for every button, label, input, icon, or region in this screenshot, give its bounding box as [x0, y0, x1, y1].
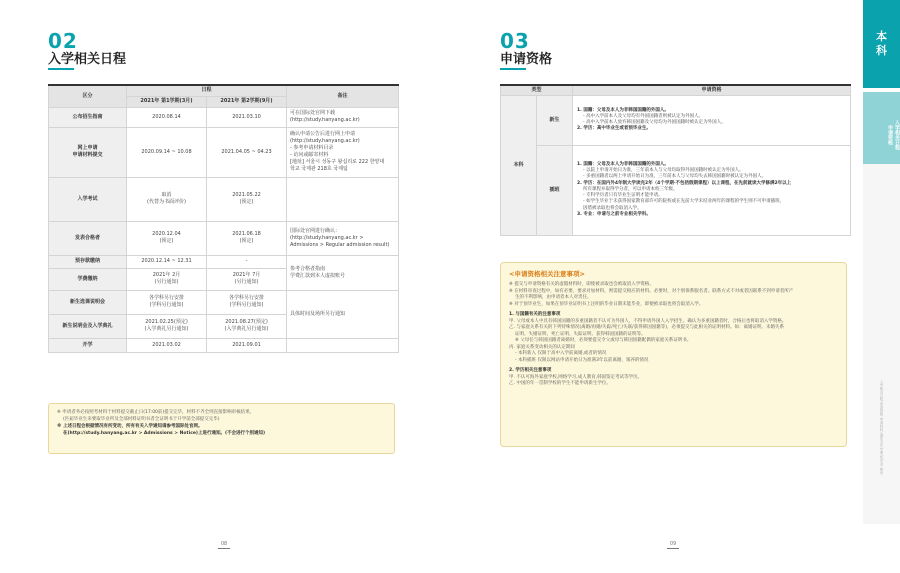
qual-line: 1. 国籍：父母及本人为非韩国国籍的外国人。	[577, 107, 669, 113]
notice-line: ※ 上述日程会根据情况有所变动，所有有关入学通知请参考国际处官网。	[57, 424, 203, 429]
notice-line: - 本科新入 仅限于高中入学前离婚,或者的情况	[515, 351, 607, 356]
row-category: 开学	[49, 338, 127, 352]
row-term1: 2021年 2月 (另行通知)	[127, 268, 207, 290]
row-category: 新生说明会及入学典礼	[49, 314, 127, 338]
notice-line: 生的不利影响，由申请者本人对责任。	[515, 295, 592, 300]
eligibility-table	[500, 84, 851, 236]
qual-line: 所有课程并取得学分者，可以申请本校三年级。	[583, 186, 678, 192]
row-category: 公布招生指南	[49, 107, 127, 127]
header-note: 备注	[287, 85, 399, 107]
qual-line: 1. 国籍：父母及本人为非韩国国籍的外国人。	[577, 162, 669, 168]
section-title: 申请资格	[500, 52, 553, 67]
row-note: 具体时间及场所另行通知	[287, 290, 399, 338]
qual-line: 2. 学历：在国内外4年制大学读完2年（4个学期·不包括假期课程）以上课程，在先前就读大学修满2年以上	[577, 180, 792, 186]
page-number: 08	[214, 541, 234, 549]
row-note: 可在国际处官网下载 (http://study.hanyang.ac.kr)	[287, 107, 399, 127]
qual-line: - 如学生毕业于未获得国家教育部许可的院校或在先前大学未结业两年的课程的学生则不可申请插班，	[583, 199, 785, 205]
row-category: 学费缴纳	[49, 268, 127, 290]
row-term2: 各学科另行安排 (学科另行通知)	[207, 290, 287, 314]
row-category: 网上申请 申请材料提交	[49, 127, 127, 177]
notice-line: 乙. 中国的年一贯制学校的学生不能申请新生学位。	[509, 381, 611, 386]
notice-line: ※ 父母任与韩国国籍者离婚时，必须要提交令父或母与韩国国籍配偶的家庭关系证明书。	[515, 338, 692, 343]
row-category: 发表合格者	[49, 221, 127, 255]
page-number: 09	[663, 541, 683, 549]
row-note: 参考合格者指南 学费汇款到本人虚拟账号	[287, 255, 399, 290]
notice-heading: 1. 与国籍有关的注意事项	[509, 312, 561, 317]
qual-line: 因错被录取也将会取消入学。	[583, 205, 642, 211]
group-undergrad: 本科	[501, 95, 537, 235]
row-term1: 取消 (代替为书面评价)	[127, 177, 207, 221]
header-term2: 2021年 第2学期(9月)	[207, 96, 287, 107]
qual-line: 3. 专业：申请与之前专业相关学科。	[577, 211, 651, 217]
notice-line: 乙. 与家庭关系有关的下列特殊情况(离婚/再婚/失踪/死亡/失联/获得韩国国籍等)，必须提交与此相关的证明材料。如：离婚证明、未婚失系	[509, 325, 784, 330]
row-term1: 2021.02.25(预定) (入学典礼另行通知)	[127, 314, 207, 338]
section-title: 入学相关日程	[48, 52, 127, 67]
right-page	[450, 0, 900, 573]
qual-line: - 多重国籍者以两上申请开始日为准，三年前本人与父母均失去韩国国籍时被认定为外国人。	[583, 174, 767, 180]
row-note	[287, 177, 399, 221]
row-note	[287, 338, 399, 352]
section-divider	[500, 68, 526, 70]
schedule-notice-box	[48, 403, 395, 454]
qual-line: - 高中入学前本人放弃韩国国籍及父母均为外国国籍时被认定为外国人。	[583, 120, 726, 125]
notice-line: 丙. 家庭关系变动相关的认定期间	[509, 344, 575, 350]
qual-line: 2. 学历：高中毕业生或者预毕业生。	[577, 126, 651, 132]
notice-line: (匹届毕业生来要取毕业所及全部材料证明书者全证明书于开学前全部提交完毕)	[63, 417, 220, 422]
qual-line: - 专科学历者只有毕业生证明才能申请。	[583, 193, 663, 199]
qual-line: - 以院上申请开始日为准，三年前本人与父母均取得外国国籍时被认定为外国人。	[583, 168, 744, 174]
header-term1: 2021年 第1学期(3月)	[127, 96, 207, 107]
notice-heading: 2. 学历相关注意事项	[509, 368, 552, 373]
row-term1: 各学科另行安排 (学科另行通知)	[127, 290, 207, 314]
row-term1: 2021.03.02	[127, 338, 207, 352]
side-tab-undergrad[interactable]: 本 科	[863, 0, 900, 88]
row-category: 新生选课说明会	[49, 290, 127, 314]
notice-line: 在(http://study.hanyang.ac.kr > Admissions > Notice)上进行通知。(不会进行个别通知)	[63, 431, 266, 436]
header-qualification: 申请资格	[573, 85, 851, 95]
notice-line: ※ 提交与申请资格有关的虚假材料时，即使被录取也会被取消入学资格。	[509, 282, 654, 287]
notice-line: 甲. 父母或本人中具有韩国国籍的多重国籍者不认可为外国人，不得申请外国人入学招生。确认为多重国籍者时，合格后也将取消入学资格。	[509, 318, 787, 324]
section-number: 03	[500, 29, 530, 53]
row-note: 国际处官网进行确认： (http://study.hanyang.ac.kr > Admissions > Regular admission result)	[287, 221, 399, 255]
row-term2: 2021.03.10	[207, 107, 287, 127]
side-tab-current-section[interactable]: 入学相关日程 申请资格	[863, 92, 900, 164]
row-term1: 2020.09.14 ~ 10.08	[127, 127, 207, 177]
header-type: 类型	[501, 85, 573, 95]
header-category: 区分	[49, 85, 127, 107]
row-term2: 2021.04.05 ~ 04.23	[207, 127, 287, 177]
row-term1: 2020.12.04 (预定)	[127, 221, 207, 255]
transfer-qualification	[573, 145, 851, 235]
row-term1: 2020.08.14	[127, 107, 207, 127]
row-term2: 2021.08.27(预定) (入学典礼另行通知)	[207, 314, 287, 338]
section-number: 02	[48, 29, 78, 53]
row-category: 入学考试	[49, 177, 127, 221]
notice-line: 证明、失婚证明、死亡证明、失踪证明、获得韩国国籍的证明等。	[515, 331, 646, 337]
eligibility-notice-box	[500, 262, 847, 447]
type-transfer: 插班	[537, 145, 573, 235]
row-term2: -	[207, 255, 287, 268]
schedule-table	[48, 84, 399, 353]
side-vertical-index: 入学相关日程·申请资格·申请材料·选拔方法·学费·奖学金·宿舍	[880, 380, 884, 475]
row-category: 预存款缴纳	[49, 255, 127, 268]
row-term2: 2021.06.18 (预定)	[207, 221, 287, 255]
notice-line: - 本科插班 仅限以网站申请开始日为准满3年以前离婚，领养的情况	[515, 357, 649, 363]
qual-line: - 高中入学前本人及父母均有外国国籍者则被认定为外国人。	[583, 113, 704, 119]
freshman-qualification	[573, 95, 851, 145]
section-divider	[48, 68, 74, 70]
notice-line: 甲. 不认可海外家庭学校,网络学习,成人教育,韩国鉴定考试等学历。	[509, 374, 643, 380]
header-schedule: 日程	[127, 85, 287, 96]
notice-line: ※ 在材料审查过程中，如有必要，要求对加材料，则需提交相应的材料。必要时，对个别保系服名者。联系方式不对或者因联系不到申请者所产	[509, 288, 794, 294]
notice-title: <申请资格相关注意事项>	[509, 270, 585, 278]
type-freshman: 新生	[537, 95, 573, 145]
row-note: 确认申请公告后进行网上申请 (http://study.hanyang.ac.kr) - 参考申请材料目录 - 访问或邮寄材料 [地址] 서울시 성동구 왕십리로 222 한양대 학교 국제관 218호 국제팀	[287, 127, 399, 177]
row-term1: 2020.12.14 ~ 12.31	[127, 255, 207, 268]
row-term2: 2021.09.01	[207, 338, 287, 352]
notice-line: ※ 申请者务必按照考材料于材料提交截止日(17:00前)提交完毕，材料不齐全则直接影响审核结果。	[57, 410, 255, 415]
row-term2: 2021.05.22 (预定)	[207, 177, 287, 221]
row-term2: 2021年 7月 (另行通知)	[207, 268, 287, 290]
notice-line: ※ 对于预毕业生，如果在预毕业证明书上注明的毕业日期未能毕业，即便被录取也将会取消入学。	[509, 301, 704, 307]
